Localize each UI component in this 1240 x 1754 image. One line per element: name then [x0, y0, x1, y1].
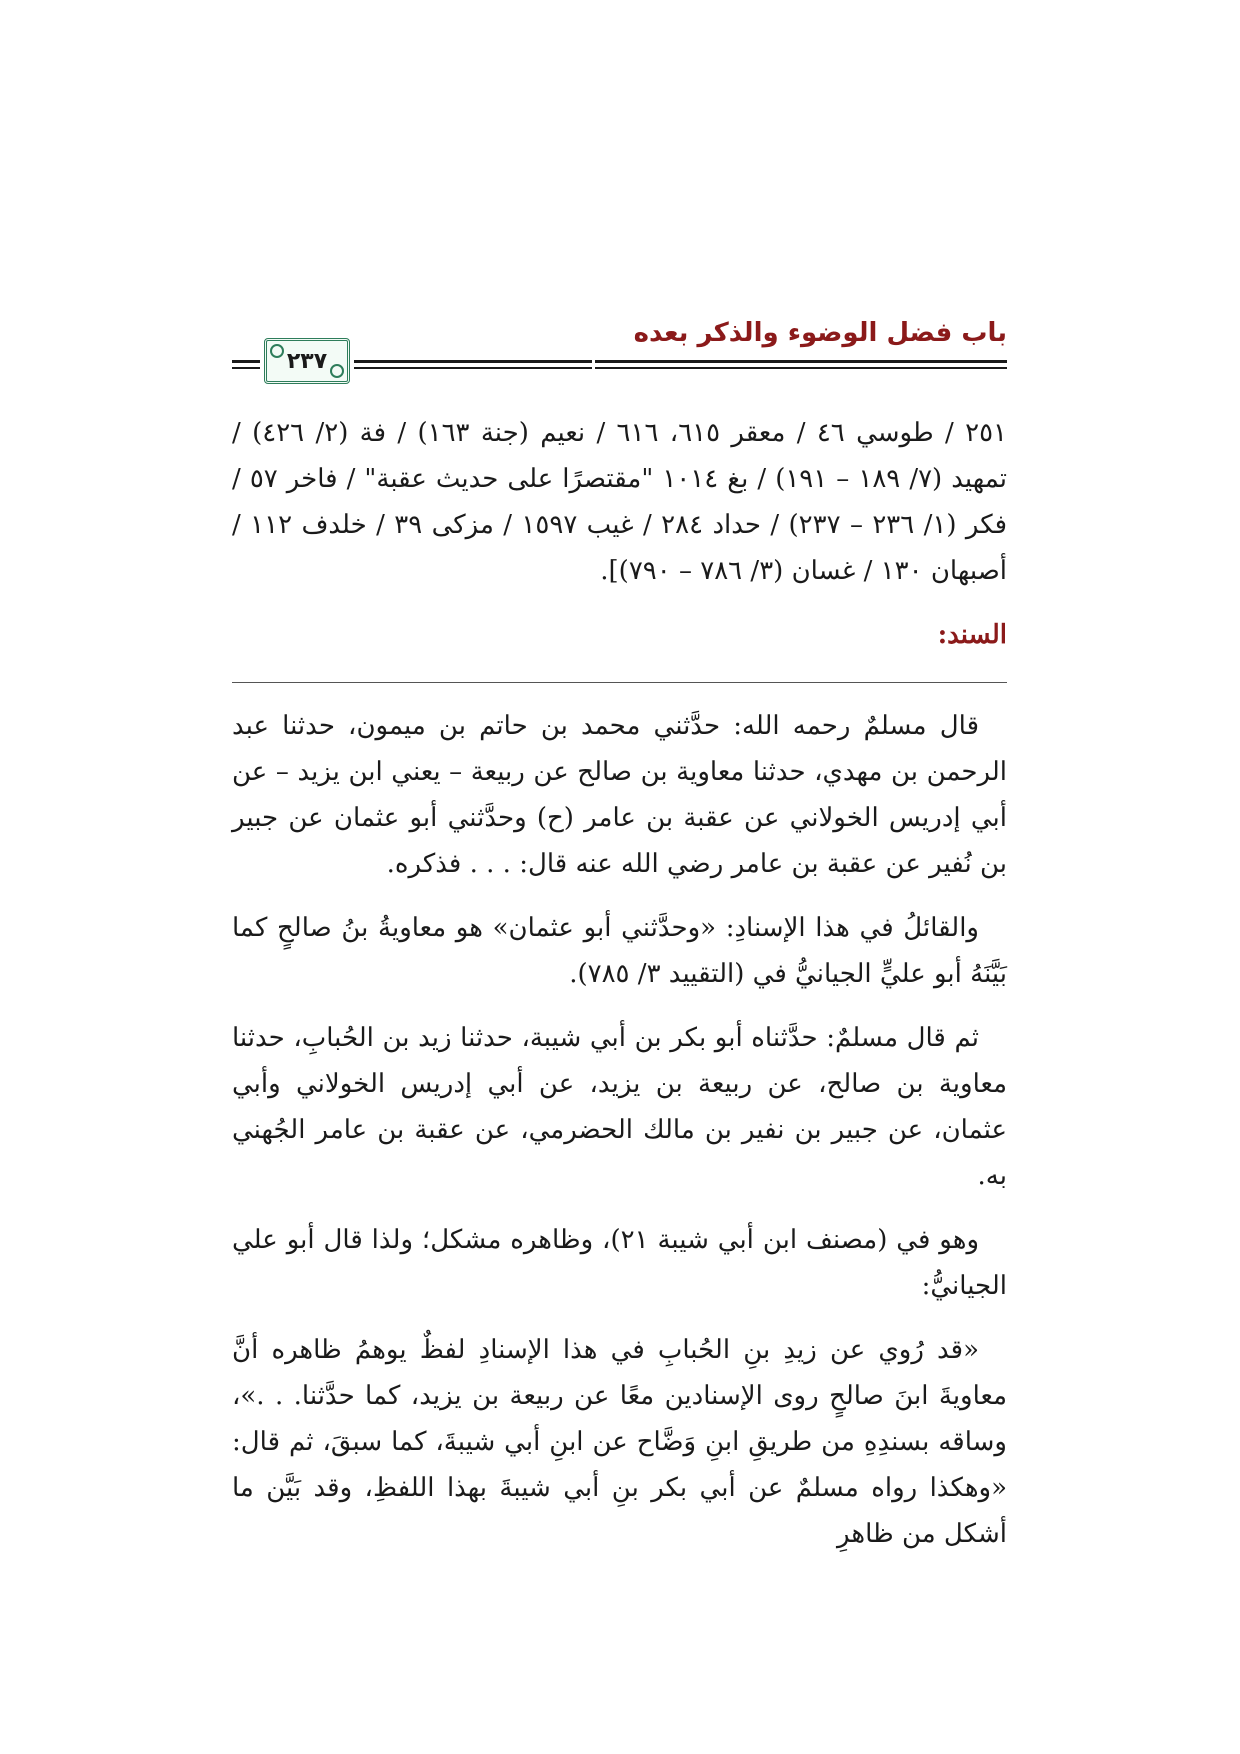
header-rule	[595, 360, 1007, 363]
header-rule	[354, 367, 592, 369]
header-rule	[232, 367, 260, 369]
page-content	[232, 410, 1007, 1575]
section-divider	[232, 682, 1007, 683]
page-number: ٢٣٧	[286, 348, 328, 374]
references-paragraph: ٢٥١ / طوسي ٤٦ / معقر ٦١٥، ٦١٦ / نعيم (جنة ١٦٣) / فة (٢/ ٤٢٦) / تمهيد (٧/ ١٨٩ – ١٩١) / بغ ١٠١٤ "مقتصرًا على حديث عقبة" / فاخر ٥٧ / فكر (١/ ٢٣٦ – ٢٣٧) / حداد ٢٨٤ / غيب ١٥٩٧ / مزكى ٣٩ / خلدف ١١٢ / أصبهان ١٣٠ / غسان (٣/ ٧٨٦ – ٧٩٠)].	[232, 418, 1008, 586]
paragraph-3: ثم قال مسلمٌ: حدَّثناه أبو بكر بن أبي شيبة، حدثنا زيد بن الحُبابِ، حدثنا معاوية بن صالح، عن ربيعة بن يزيد، عن أبي إدريس الخولاني وأبي عثمان، عن جبير بن نفير بن مالك الحضرمي، عن عقبة بن عامر الجُهني به.	[232, 1023, 1007, 1191]
paragraph-2: والقائلُ في هذا الإسنادِ: «وحدَّثني أبو عثمان» هو معاويةُ بنُ صالحٍ كما بَيَّنَهُ أبو عليٍّ الجيانيُّ في (التقييد ٣/ ٧٨٥).	[232, 913, 1007, 989]
paragraph-4: وهو في (مصنف ابن أبي شيبة ٢١)، وظاهره مشكل؛ ولذا قال أبو علي الجيانيُّ:	[232, 1225, 1007, 1301]
chapter-title: باب فضل الوضوء والذكر بعده	[633, 318, 1007, 348]
header-rule	[595, 367, 1007, 369]
paragraph-5: «قد رُوي عن زيدِ بنِ الحُبابِ في هذا الإسنادِ لفظٌ يوهمُ ظاهره أنَّ معاويةَ ابنَ صالحٍ روى الإسنادين معًا عن ربيعة بن يزيد، كما حدَّثنا. . .»، وساقه بسندِهِ من طريقِ ابنِ وَضَّاح عن ابنِ أبي شيبةَ، كما سبقَ، ثم قال: «وهكذا رواه مسلمٌ عن أبي بكر بنِ أبي شيبةَ بهذا اللفظِ، وقد بَيَّن ما أشكل من ظاهرِ	[232, 1335, 1007, 1549]
page-number-badge	[264, 338, 350, 384]
paragraph-1: قال مسلمٌ رحمه الله: حدَّثني محمد بن حاتم بن ميمون، حدثنا عبد الرحمن بن مهدي، حدثنا معاوية بن صالح عن ربيعة – يعني ابن يزيد – عن أبي إدريس الخولاني عن عقبة بن عامر (ح) وحدَّثني أبو عثمان عن جبير بن نُفير عن عقبة بن عامر رضي الله عنه قال: . . . فذكره.	[232, 711, 1007, 879]
header-rule	[232, 360, 260, 363]
sanad-heading: السند:	[937, 620, 1007, 650]
page-header	[232, 318, 1007, 378]
header-rule	[354, 360, 592, 363]
